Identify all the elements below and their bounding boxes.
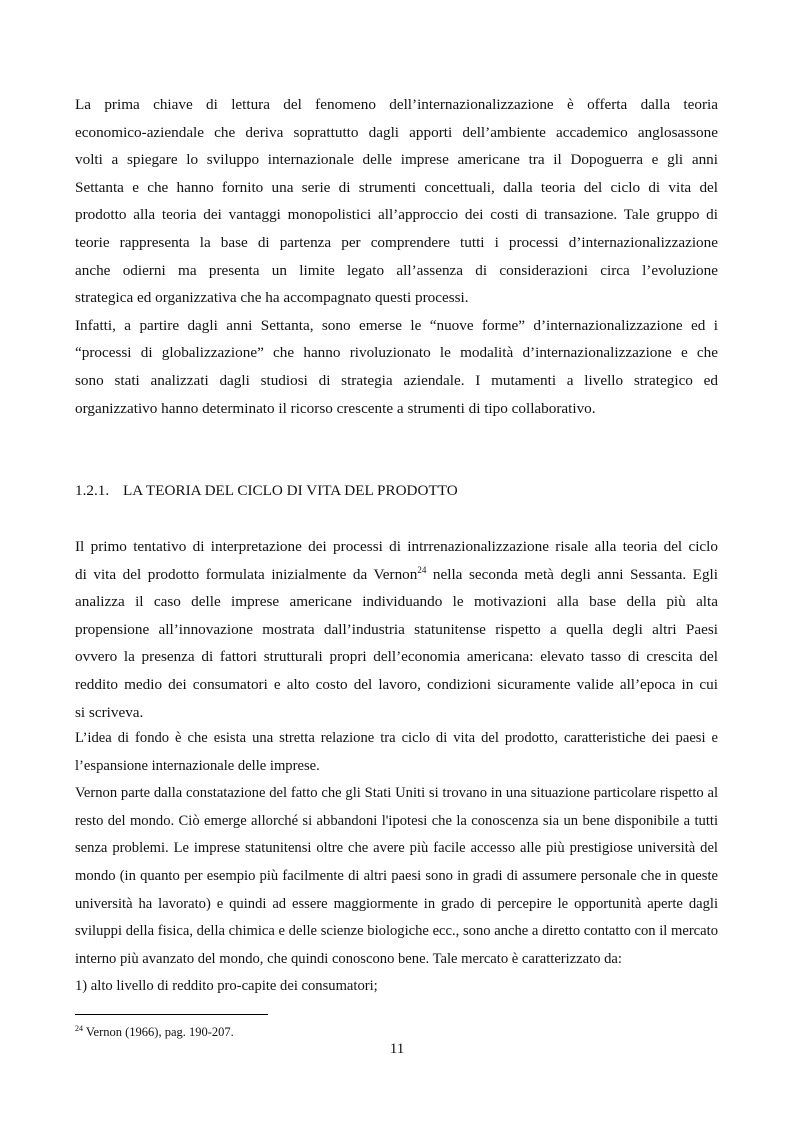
text-line: prodotto alla teoria dei vantaggi monopolistici all’approccio dei costi di transazione. Tale gruppo di <box>75 206 718 224</box>
footnote-text: Vernon (1966), pag. 190-207. <box>83 1025 234 1039</box>
text-line: strategica ed organizzativa che ha accompagnato questi processi. <box>75 289 469 307</box>
paragraph-vernon-parte <box>75 780 718 1001</box>
text-line: teorie rappresenta la base di partenza per comprendere tutti i processi d’internazionalizzazione <box>75 233 718 251</box>
text-line: resto del mondo. Ciò emerge allorché si abbandoni l'ipotesi che la conoscenza sia un bene disponibile a tutti <box>75 812 718 829</box>
text-line: ovvero la presenza di fattori strutturali propri dell’economia americana: elevato tasso di crescita del <box>75 648 718 666</box>
text-line: “processi di globalizzazione” che hanno rivoluzionato le modalità d’internazionalizzazione e che <box>75 344 718 362</box>
bottom-section <box>75 725 718 1001</box>
text-line: sviluppi della fisica, della chimica e delle scienze biologiche ecc., sono anche a diretto contatto con il mercato <box>75 923 718 940</box>
text-line: organizzativo hanno determinato il ricorso crescente a strumenti di tipo collaborativo. <box>75 399 596 417</box>
text-line: analizza il caso delle imprese americane individuando le motivazioni alla base della più alta <box>75 593 718 611</box>
text-line: 1) alto livello di reddito pro-capite dei consumatori; <box>75 978 378 995</box>
text-line: economico-aziendale che deriva soprattutto dagli apporti dell’ambiente accademico anglosassone <box>75 123 718 141</box>
text-line: senza problemi. Le imprese statunitensi oltre che avere più facile accesso alle più prestigiose università del <box>75 840 718 857</box>
text-line: mondo (in quanto per esempio più facilmente di altri paesi sono in gradi di assumere personale che in queste <box>75 867 718 884</box>
paragraph-vernon <box>75 533 718 726</box>
text-line: propensione all’innovazione mostrata dall’industria statunitense rispetto a quella degli altri Paesi <box>75 620 718 638</box>
text-line: Il primo tentativo di interpretazione dei processi di intrrenazionalizzazione risale alla teoria del ciclo <box>75 538 718 555</box>
footnote-separator <box>75 1014 268 1015</box>
text-line: università ha lavorato) e quindi ad essere maggiormente in grado di percepire le opportunità aperte dagli <box>75 895 718 912</box>
vernon-section <box>75 533 718 726</box>
text-line: sono stati analizzati dagli studiosi di strategia aziendale. I mutamenti a livello strategico ed <box>75 371 718 389</box>
text-line: interno più avanzato del mondo, che quindi conoscono bene. Tale mercato è caratterizzato da: <box>75 950 622 967</box>
footnote-reference[interactable]: 24 <box>417 564 427 575</box>
text-fragment: di vita del prodotto formulata inizialmente da Vernon <box>75 565 418 583</box>
paragraph-infatti <box>75 312 718 422</box>
page-number: 11 <box>389 1040 405 1057</box>
footnote-number: 24 <box>75 1024 83 1033</box>
text-line: La prima chiave di lettura del fenomeno dell’internazionalizzazione è offerta dalla teoria <box>75 96 718 113</box>
text-fragment: nella seconda metà degli anni Sessanta. Egli <box>426 565 718 583</box>
text-line: L’idea di fondo è che esista una stretta relazione tra ciclo di vita del prodotto, caratteristiche dei paesi e <box>75 730 718 746</box>
text-line: Infatti, a partire dagli anni Settanta, sono emerse le “nuove forme” d’internazionalizzazione ed i <box>75 316 718 334</box>
text-line <box>75 561 718 589</box>
paragraph-idea <box>75 725 718 780</box>
section-title: LA TEORIA DEL CICLO DI VITA DEL PRODOTTO <box>123 482 458 499</box>
text-line: si scriveva. <box>75 703 144 721</box>
text-line: anche odierni ma presenta un limite legato all’assenza di considerazioni circa l’evoluzione <box>75 261 718 279</box>
text-line: reddito medio dei consumatori e alto costo del lavoro, condizioni sicuramente valide all’epoca in cui <box>75 675 718 693</box>
text-line: Settanta e che hanno fornito una serie di strumenti concettuali, dalla teoria del ciclo di vita del <box>75 178 718 196</box>
intro-section <box>75 91 718 422</box>
paragraph-intro <box>75 91 718 312</box>
footnote <box>75 1024 234 1040</box>
text-line: l’espansione internazionale delle imprese. <box>75 757 320 774</box>
text-line: volti a spiegare lo sviluppo internazionale delle imprese americane tra il Dopoguerra e gli anni <box>75 151 718 169</box>
section-heading <box>75 481 458 501</box>
text-line: Vernon parte dalla constatazione del fatto che gli Stati Uniti si trovano in una situazione particolare rispetto al <box>75 785 718 802</box>
section-number: 1.2.1. <box>75 482 110 499</box>
